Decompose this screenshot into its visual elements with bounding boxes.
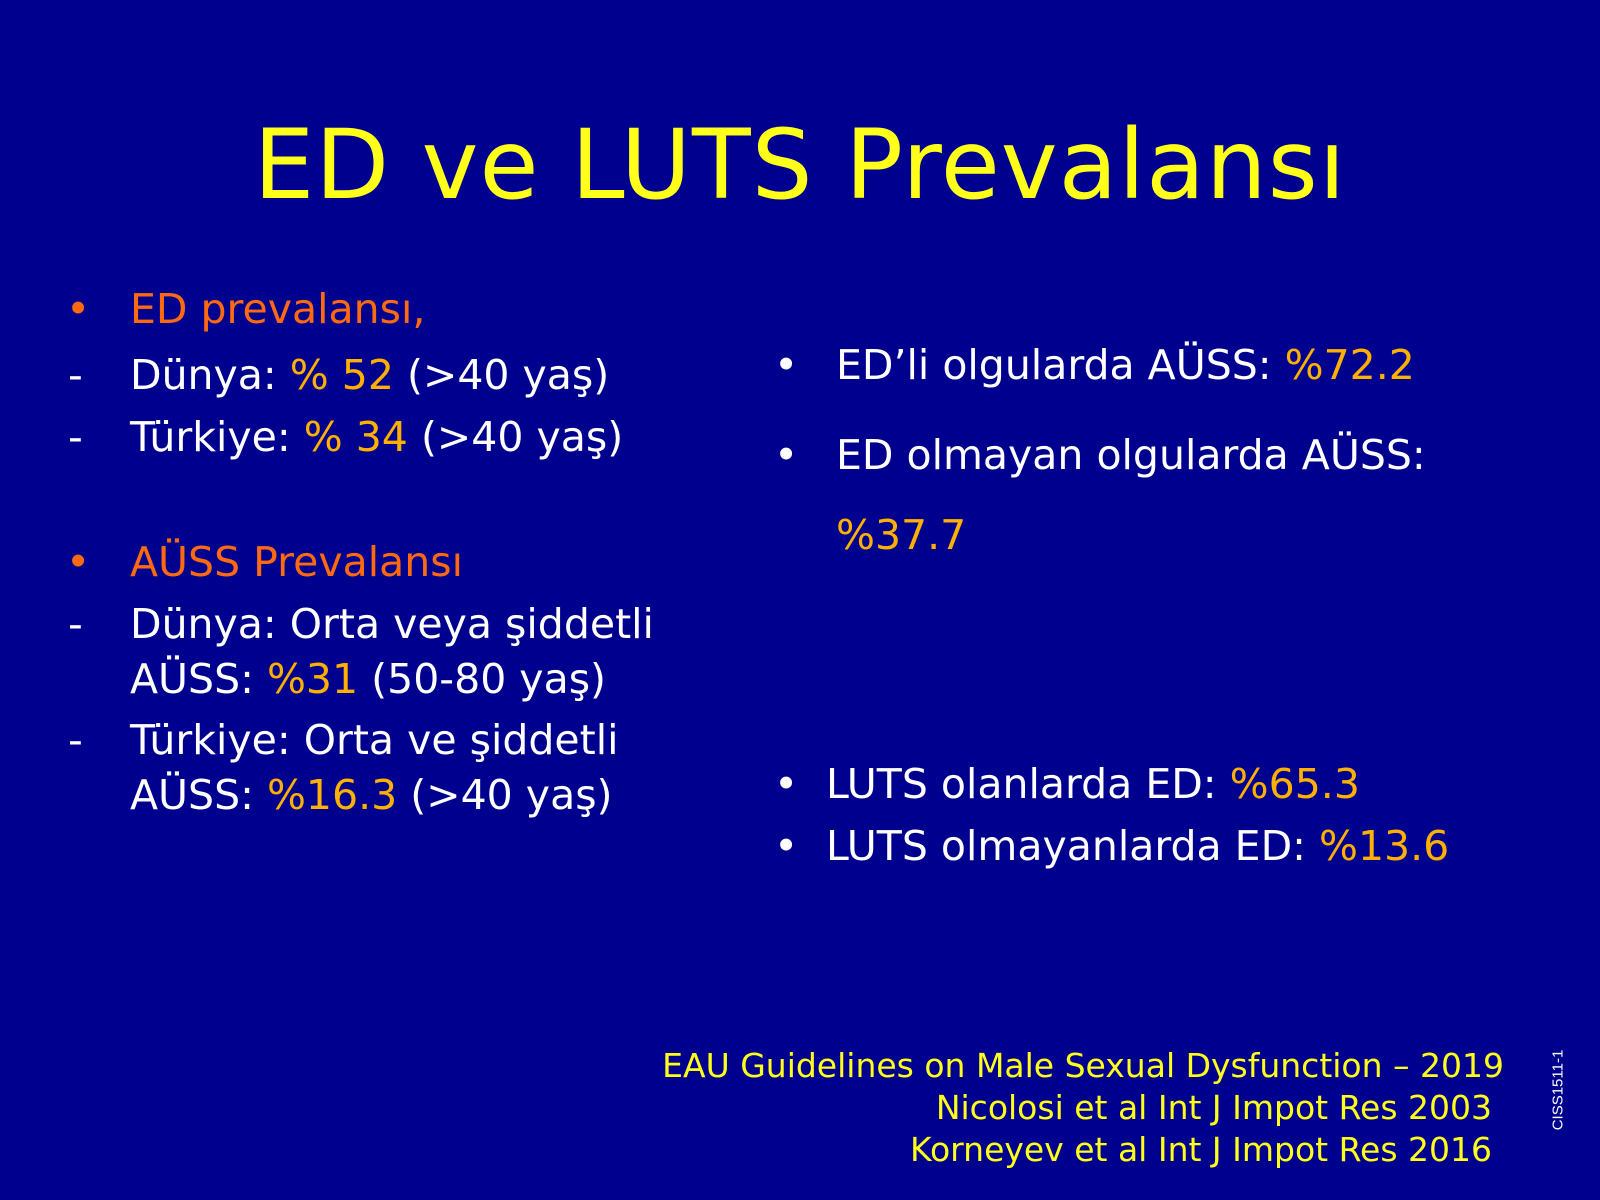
bullet-marker: • [774,431,799,479]
bullet-marker: • [774,341,799,389]
ed-turkey-value: % 34 [303,413,408,461]
slide-title: ED ve LUTS Prevalansı [253,109,1347,221]
no-ed-auss-value: %37.7 [836,511,967,559]
dash-marker: - [68,413,83,461]
no-luts-ed-item [826,819,1449,873]
auss-world-label: AÜSS: [130,655,267,703]
auss-turkey-line2 [130,768,613,822]
bullet-marker: • [774,822,799,870]
slide-code: CISS1511-1 [1549,1049,1567,1131]
dash-marker: - [68,716,83,764]
ed-auss-value: %72.2 [1284,341,1415,389]
reference-line: Nicolosi et al Int J Impot Res 2003 [935,1088,1492,1127]
auss-world-value: %31 [266,655,359,703]
ed-turkey-suffix: (>40 yaş) [407,413,624,461]
ed-world-value: % 52 [289,351,394,399]
ed-auss-item [836,338,1415,392]
references [504,1045,1504,1171]
auss-world-suffix: (50-80 yaş) [358,655,607,703]
no-ed-auss-label: ED olmayan olgularda AÜSS: [836,431,1426,479]
no-luts-ed-value: %13.6 [1318,822,1450,870]
auss-prevalence-heading: AÜSS Prevalansı [130,538,463,586]
luts-ed-value: %65.3 [1229,760,1360,808]
dash-marker: - [68,600,83,648]
auss-turkey-line1: Türkiye: Orta ve şiddetli [130,716,619,764]
auss-turkey-label: AÜSS: [130,771,267,819]
reference-line: EAU Guidelines on Male Sexual Dysfunction – 2019 [662,1046,1504,1085]
luts-ed-item [826,757,1360,811]
ed-turkey-label: Türkiye: [130,413,304,461]
bullet-marker: • [774,760,799,808]
bullet-marker: • [66,285,91,333]
auss-world-line1: Dünya: Orta veya şiddetli [130,600,654,648]
luts-ed-label: LUTS olanlarda ED: [826,760,1230,808]
ed-world-item [130,348,609,402]
auss-world-line2 [130,652,606,706]
ed-world-label: Dünya: [130,351,290,399]
no-luts-ed-label: LUTS olmayanlarda ED: [826,822,1319,870]
auss-turkey-suffix: (>40 yaş) [397,771,613,819]
reference-line: Korneyev et al Int J Impot Res 2016 [909,1130,1492,1169]
ed-prevalence-heading: ED prevalansı, [130,285,426,333]
ed-auss-label: ED’li olgularda AÜSS: [836,341,1285,389]
dash-marker: - [68,351,83,399]
bullet-marker: • [66,538,91,586]
auss-turkey-value: %16.3 [266,771,398,819]
ed-world-suffix: (>40 yaş) [393,351,610,399]
ed-turkey-item [130,410,623,464]
